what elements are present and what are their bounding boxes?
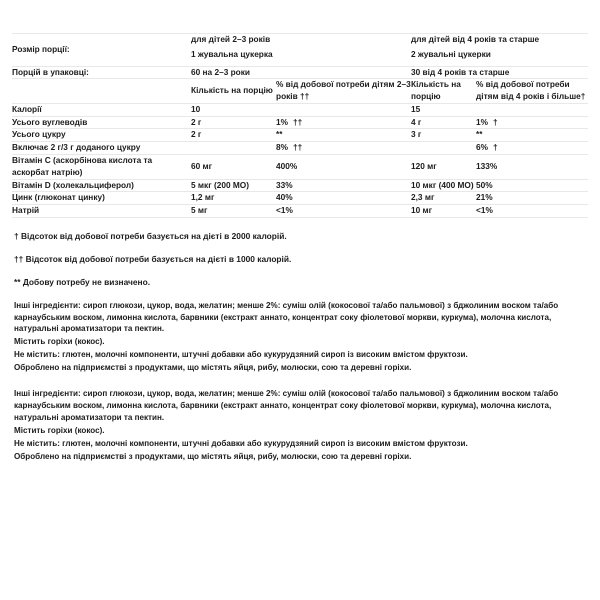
nutrient-amount-older: 4 г — [411, 116, 476, 129]
contains-text-2: Містить горіхи (кокос). — [14, 425, 105, 435]
nutrient-amount-older: 2,3 мг — [411, 192, 476, 205]
nutrient-row — [12, 129, 588, 142]
nutrient-amount-young: 5 мг — [191, 205, 276, 218]
nutrient-dv-older: 50% — [476, 179, 588, 192]
nutrient-dv-young: 1% †† — [276, 116, 411, 129]
servings-per-container-row — [12, 66, 588, 79]
serving-size-amount-young: 1 жувальна цукерка — [191, 48, 273, 59]
footnotes-section — [12, 231, 588, 288]
nutrient-amount-older — [411, 142, 476, 155]
column-header-dv-young: % від добової потреби дітям 2–3 років †† — [276, 79, 411, 104]
facility-text-2: Оброблено на підприємстві з продуктами, що містять яйця, рибу, молюски, сою та деревні горіхи. — [14, 451, 412, 461]
nutrient-dv-young: <1% — [276, 205, 411, 218]
nutrient-dv-young: 400% — [276, 155, 411, 180]
footnote-marker: †† — [293, 116, 303, 127]
contains-text-1: Містить горіхи (кокос). — [14, 337, 105, 347]
nutrient-dv-young: ** — [276, 129, 411, 142]
nutrient-row — [12, 116, 588, 129]
nutrient-dv-young: 8% †† — [276, 142, 411, 155]
nutrient-name: Включає 2 г/3 г доданого цукру — [12, 142, 191, 155]
nutrient-dv-young — [276, 103, 411, 116]
nutrient-amount-older: 10 мкг (400 МО) — [411, 179, 476, 192]
nutrient-dv-young: 33% — [276, 179, 411, 192]
servings-per-container-young: 60 на 2–3 роки — [191, 66, 411, 79]
footnote: †† Відсоток від добової потреби базується на дієті в 1000 калорій. — [14, 253, 292, 264]
nutrient-dv-young: 40% — [276, 192, 411, 205]
nutrient-amount-young: 60 мг — [191, 155, 276, 180]
nutrient-name: Вітамін D (холекальциферол) — [12, 179, 191, 192]
nutrient-dv-older: 21% — [476, 192, 588, 205]
ingredients-text-1: Інші інгредієнти: сироп глюкози, цукор, вода, желатин; менше 2%: суміш олій (кокосової та/або пальмової) з бджолиним воском та/або карнаубським воском, лимонна кислота, барвники (екстракт аннато, концентрат соку фіолетової моркви, куркума), молочна кислота, натуральні ароматизатори та пектин. — [14, 300, 559, 334]
nutrient-amount-older: 3 г — [411, 129, 476, 142]
supplement-facts-table — [12, 33, 588, 218]
nutrient-amount-young: 2 г — [191, 129, 276, 142]
nutrient-amount-young: 10 — [191, 103, 276, 116]
serving-size-age-young: для дітей 2–3 років — [191, 34, 411, 46]
nutrient-dv-older: 1% † — [476, 116, 588, 129]
footnote: † Відсоток від добової потреби базується на дієті в 2000 калорій. — [14, 230, 287, 241]
nutrient-row — [12, 205, 588, 218]
nutrient-dv-older: <1% — [476, 205, 588, 218]
nutrient-name: Натрій — [12, 205, 191, 218]
nutrient-dv-older: 133% — [476, 155, 588, 180]
free-from-text-1: Не містить: глютен, молочні компоненти, штучні добавки або кукурудзяний сироп із високим вмістом фруктози. — [14, 350, 468, 360]
nutrient-name: Усього цукру — [12, 129, 191, 142]
nutrient-amount-young: 1,2 мг — [191, 192, 276, 205]
nutrient-row — [12, 103, 588, 116]
nutrient-dv-older: 6% † — [476, 142, 588, 155]
footnote-marker: † — [493, 116, 498, 127]
column-header-amount-young: Кількість на порцію — [191, 79, 276, 104]
nutrient-amount-young: 2 г — [191, 116, 276, 129]
column-header-blank — [12, 79, 191, 104]
nutrient-name: Вітамін C (аскорбінова кислота та аскорбат натрію) — [12, 155, 191, 180]
facility-text-1: Оброблено на підприємстві з продуктами, що містять яйця, рибу, молюски, сою та деревні горіхи. — [14, 363, 412, 373]
ingredients-text-2: Інші інгредієнти: сироп глюкози, цукор, вода, желатин; менше 2%: суміш олій (кокосової та/або пальмової) з бджолиним воском та/або карнаубським воском, лимонна кислота, барвники (екстракт аннато, концентрат соку фіолетової моркви, куркума), молочна кислота, натуральні ароматизатори та пектин. — [14, 389, 559, 422]
serving-size-amount-older: 2 жувальні цукерки — [411, 48, 491, 59]
nutrient-amount-older: 120 мг — [411, 155, 476, 180]
free-from-text-2: Не містить: глютен, молочні компоненти, штучні добавки або кукурудзяний сироп із високим вмістом фруктози. — [14, 438, 468, 448]
serving-size-age-older: для дітей від 4 років та старше — [411, 34, 588, 46]
footnote: ** Добову потребу не визначено. — [14, 276, 151, 287]
serving-size-age-row — [12, 34, 588, 46]
nutrient-dv-older — [476, 103, 588, 116]
nutrient-row — [12, 179, 588, 192]
nutrient-name: Усього вуглеводів — [12, 116, 191, 129]
nutrient-row — [12, 142, 588, 155]
ingredients-block-1 — [12, 300, 588, 374]
nutrient-amount-young: 5 мкг (200 МО) — [191, 179, 276, 192]
nutrient-name: Калорії — [12, 103, 191, 116]
nutrient-row — [12, 155, 588, 180]
footnote-marker: † — [493, 142, 498, 153]
footnote-marker: †† — [293, 142, 303, 153]
nutrient-amount-young — [191, 142, 276, 155]
servings-per-container-older: 30 від 4 років та старше — [411, 66, 588, 79]
nutrient-amount-older: 10 мг — [411, 205, 476, 218]
column-header-dv-older: % від добової потреби дітям від 4 років і більше† — [476, 79, 588, 104]
ingredients-block-2 — [12, 388, 588, 462]
nutrient-row — [12, 192, 588, 205]
column-header-row — [12, 79, 588, 104]
column-header-amount-older: Кількість на порцію — [411, 79, 476, 104]
nutrient-amount-older: 15 — [411, 103, 476, 116]
nutrient-dv-older: ** — [476, 129, 588, 142]
nutrient-name: Цинк (глюконат цинку) — [12, 192, 191, 205]
servings-per-container-label: Порцій в упаковці: — [12, 66, 191, 79]
serving-size-label: Розмір порції: — [12, 34, 191, 67]
